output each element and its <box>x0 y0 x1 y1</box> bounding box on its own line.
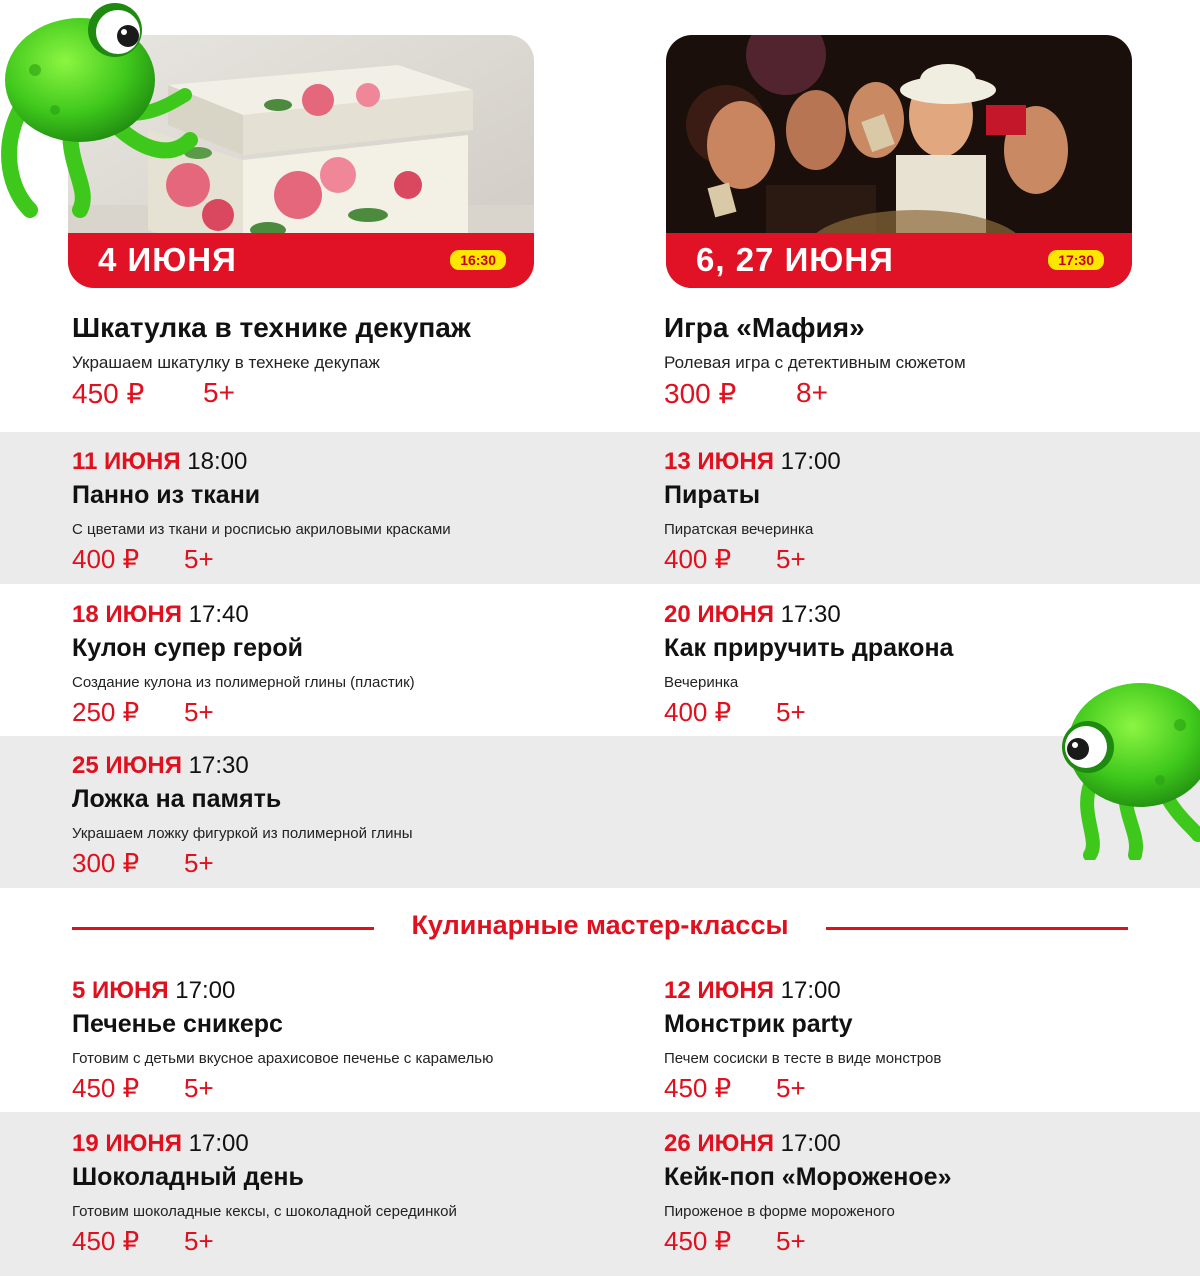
culinary-section-title: Кулинарные мастер-классы <box>411 910 789 940</box>
featured-age: 8+ <box>796 377 828 408</box>
time-badge: 17:30 <box>1048 250 1104 270</box>
event-desc: Готовим с детьми вкусное арахисовое печенье с карамелью <box>72 1050 494 1067</box>
culinary-event-item[interactable] <box>72 977 592 1117</box>
featured-age: 5+ <box>203 377 235 408</box>
event-title: Как приручить дракона <box>664 634 954 662</box>
event-item[interactable] <box>72 601 592 741</box>
event-title: Пираты <box>664 481 761 509</box>
event-desc: Пироженое в форме мороженого <box>664 1203 895 1220</box>
event-age: 5+ <box>184 697 214 727</box>
event-age: 5+ <box>184 544 214 574</box>
event-desc: Вечеринка <box>664 674 739 691</box>
event-age: 5+ <box>184 1226 214 1256</box>
culinary-event-item[interactable] <box>664 977 1184 1117</box>
featured-title: Шкатулка в технике декупаж <box>72 312 471 343</box>
featured-card-mafia[interactable] <box>666 35 1132 288</box>
event-price: 400 ₽ <box>664 544 732 574</box>
event-price: 300 ₽ <box>72 848 140 878</box>
event-datetime: 19 ИЮНЯ 17:00 <box>72 1130 249 1157</box>
event-title: Шоколадный день <box>72 1163 304 1191</box>
event-title: Монстрик party <box>664 1010 853 1038</box>
event-desc: Украшаем ложку фигуркой из полимерной глины <box>72 825 413 842</box>
event-datetime: 5 ИЮНЯ 17:00 <box>72 977 236 1004</box>
green-octopus-mascot-icon <box>1030 665 1200 860</box>
event-desc: Пиратская вечеринка <box>664 521 814 538</box>
event-item[interactable] <box>664 448 1184 588</box>
featured-price: 450 ₽ <box>72 378 145 409</box>
event-price: 450 ₽ <box>664 1226 732 1256</box>
event-desc: Печем сосиски в тесте в виде монстров <box>664 1050 942 1067</box>
event-desc: С цветами из ткани и росписью акриловыми красками <box>72 521 451 538</box>
event-price: 450 ₽ <box>72 1073 140 1103</box>
event-title: Печенье сникерс <box>72 1010 283 1038</box>
event-title: Ложка на память <box>72 785 282 813</box>
event-desc: Создание кулона из полимерной глины (пластик) <box>72 674 415 691</box>
featured-date: 4 ИЮНЯ <box>98 241 237 278</box>
event-desc: Готовим шоколадные кексы, с шоколадной серединкой <box>72 1203 457 1220</box>
time-badge: 16:30 <box>450 250 506 270</box>
event-title: Кулон супер герой <box>72 634 303 662</box>
event-age: 5+ <box>776 544 806 574</box>
event-price: 450 ₽ <box>664 1073 732 1103</box>
event-age: 5+ <box>776 697 806 727</box>
event-price: 400 ₽ <box>664 697 732 727</box>
featured-date: 6, 27 ИЮНЯ <box>696 241 894 278</box>
event-item[interactable] <box>72 752 592 892</box>
event-age: 5+ <box>184 1073 214 1103</box>
culinary-event-item[interactable] <box>72 1130 592 1270</box>
event-title: Кейк-поп «Мороженое» <box>664 1163 952 1191</box>
event-price: 450 ₽ <box>72 1226 140 1256</box>
event-datetime: 11 ИЮНЯ 18:00 <box>72 448 248 475</box>
event-price: 250 ₽ <box>72 697 140 727</box>
event-age: 5+ <box>776 1073 806 1103</box>
featured-title: Игра «Мафия» <box>664 312 865 343</box>
event-datetime: 12 ИЮНЯ 17:00 <box>664 977 841 1004</box>
event-datetime: 13 ИЮНЯ 17:00 <box>664 448 841 475</box>
culinary-event-item[interactable] <box>664 1130 1184 1270</box>
event-age: 5+ <box>776 1226 806 1256</box>
event-price: 400 ₽ <box>72 544 140 574</box>
green-octopus-mascot-icon <box>0 0 200 220</box>
event-item[interactable] <box>72 448 592 588</box>
event-title: Панно из ткани <box>72 481 261 509</box>
featured-desc: Украшаем шкатулку в технеке декупаж <box>72 353 380 372</box>
event-datetime: 20 ИЮНЯ 17:30 <box>664 601 841 628</box>
event-age: 5+ <box>184 848 214 878</box>
event-datetime: 26 ИЮНЯ 17:00 <box>664 1130 841 1157</box>
featured-price: 300 ₽ <box>664 378 737 409</box>
event-datetime: 18 ИЮНЯ 17:40 <box>72 601 249 628</box>
featured-desc: Ролевая игра с детективным сюжетом <box>664 353 966 372</box>
event-datetime: 25 ИЮНЯ 17:30 <box>72 752 249 779</box>
